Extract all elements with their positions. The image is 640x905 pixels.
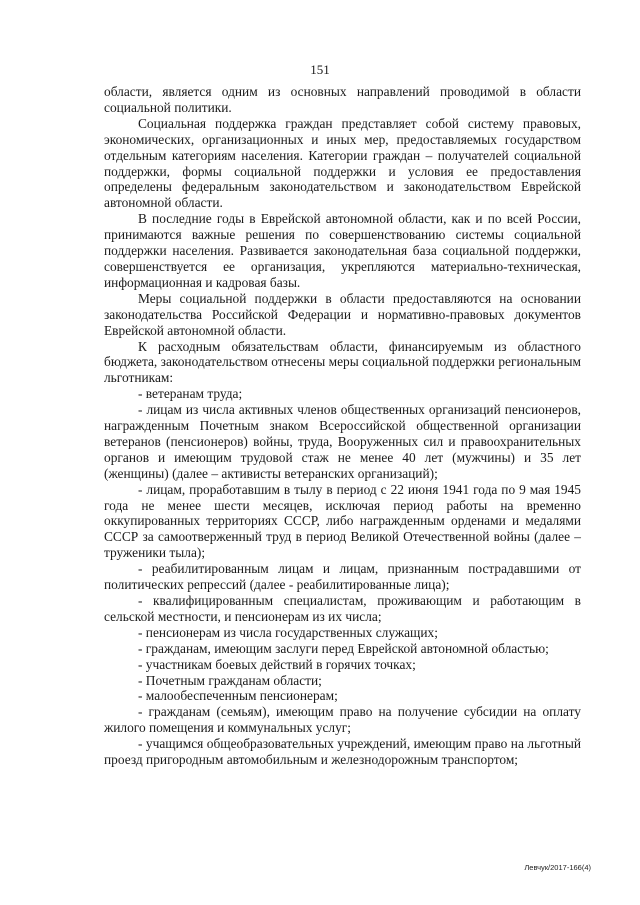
list-item: - Почетным гражданам области; <box>138 672 322 688</box>
list-item: - квалифицированным специалистам, проживающим и работающим в сельской местности, и пенсионерам из их числа; <box>104 593 581 624</box>
page-number: 151 <box>310 62 330 77</box>
paragraph: области, является одним из основных направлений проводимой в области социальной политики. <box>104 84 581 115</box>
document-body <box>104 84 581 768</box>
paragraph: Социальная поддержка граждан представляет собой систему правовых, экономических, организационных и иных мер, предоставляемых государством отдельным категориям населения. Категории граждан – получателей социальной поддержки, формы социальной поддержки и условия ее предоставления определены федеральным законодательством и законодательством Еврейской автономной области. <box>104 115 581 211</box>
list-item: - пенсионерам из числа государственных служащих; <box>138 624 438 640</box>
list-item: - реабилитированным лицам и лицам, признанным пострадавшими от политических репрессий (далее - реабилитированные лица); <box>104 561 581 593</box>
list-item: - участникам боевых действий в горячих точках; <box>138 656 416 672</box>
list-item: - ветеранам труда; <box>138 386 243 402</box>
list-item: - гражданам, имеющим заслуги перед Еврейской автономной областью; <box>138 640 549 656</box>
list-item: - лицам, проработавшим в тылу в период с 22 июня 1941 года по 9 мая 1945 года не менее шести месяцев, исключая период работы на временно оккупированных территориях СССР, либо награжденным орденами и медалями СССР за самоотверженный труд в период Великой Отечественной войны (далее – труженики тыла); <box>104 481 581 561</box>
list-item: - учащимся общеобразовательных учреждений, имеющим право на льготный проезд пригородным автомобильным и железнодорожным транспортом; <box>104 736 581 768</box>
paragraph: В последние годы в Еврейской автономной области, как и по всей России, принимаются важные решения по совершенствованию системы социальной поддержки населения. Развивается законодательная база социальной поддержки, совершенствуется ее организация, укрепляются материально-техническая, информационная и кадровая базы. <box>104 211 581 290</box>
list-item: - малообеспеченным пенсионерам; <box>138 688 338 704</box>
list-item: - гражданам (семьям), имеющим право на получение субсидии на оплату жилого помещения и коммунальных услуг; <box>104 704 581 736</box>
document-footer-code: Левчук/2017-166(4) <box>524 863 591 872</box>
list-item: - лицам из числа активных членов общественных организаций пенсионеров, награжденным Почетным знаком Всероссийской общественной организации ветеранов (пенсионеров) войны, труда, Вооруженных сил и правоохранительных органов и имеющим трудовой стаж не менее 40 лет (мужчины) и 35 лет (женщины) (далее – активисты ветеранских организаций); <box>104 402 581 481</box>
paragraph: Меры социальной поддержки в области предоставляются на основании законодательства Российской Федерации и нормативно-правовых документов Еврейской автономной области. <box>104 290 581 338</box>
paragraph: К расходным обязательствам области, финансируемым из областного бюджета, законодательством отнесены меры социальной поддержки региональным льготникам: <box>104 338 581 386</box>
